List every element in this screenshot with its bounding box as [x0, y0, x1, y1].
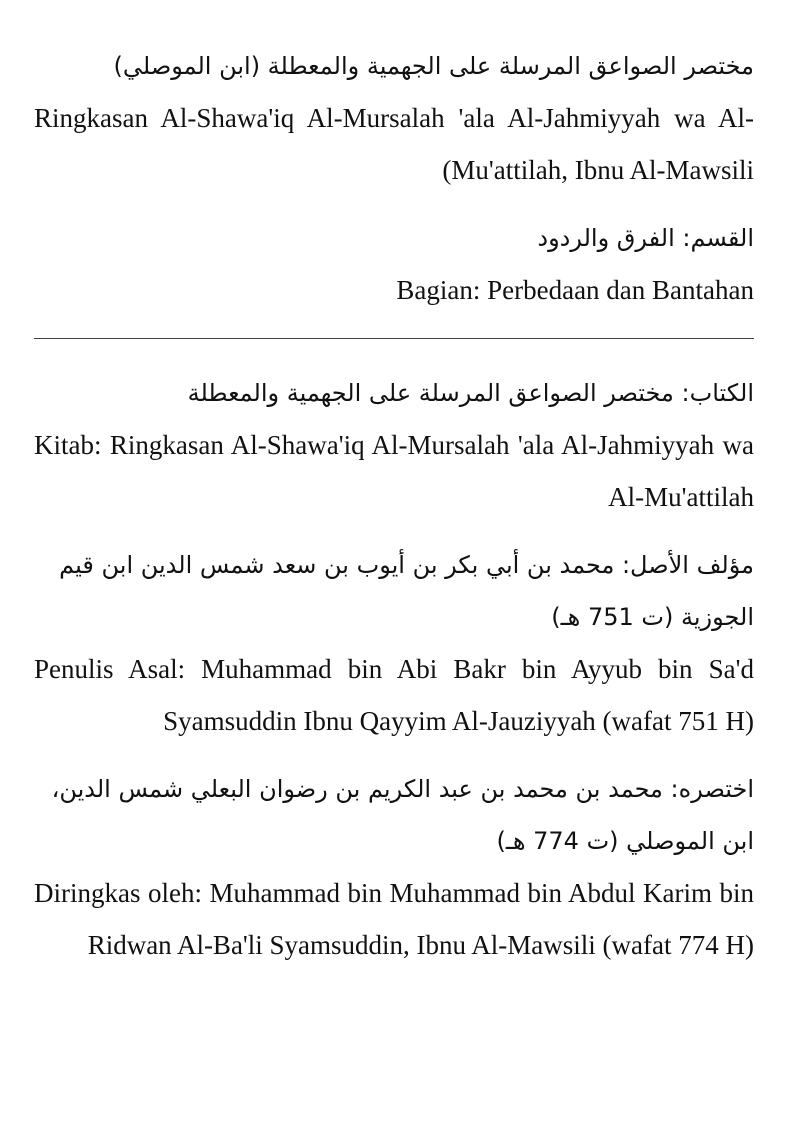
book-arabic: الكتاب: مختصر الصواعق المرسلة على الجهمية والمعطلة — [187, 379, 754, 407]
title-arabic: مختصر الصواعق المرسلة على الجهمية والمعطلة (ابن الموصلي) — [113, 52, 754, 80]
author-arabic: مؤلف الأصل: محمد بن أبي بكر بن أيوب بن سعد شمس الدين ابن قيم الجوزية (ت 751 هـ) — [59, 551, 754, 631]
title-latin: Ringkasan Al-Shawa'iq Al-Mursalah 'ala Al-Jahmiyyah wa Al-Mu'attilah, Ibnu Al-Mawsili) — [34, 103, 754, 185]
abridger-block — [34, 763, 754, 971]
book-block — [34, 367, 754, 523]
divider — [34, 338, 754, 339]
header-block — [34, 40, 754, 196]
author-latin: Penulis Asal: Muhammad bin Abi Bakr bin Ayyub bin Sa'd Syamsuddin Ibnu Qayyim Al-Jauziyyah (wafat 751 H) — [34, 654, 754, 736]
section-block — [34, 212, 754, 316]
section-latin: Bagian: Perbedaan dan Bantahan — [396, 275, 754, 305]
document-page — [34, 40, 754, 971]
abridger-arabic: اختصره: محمد بن محمد بن عبد الكريم بن رضوان البعلي شمس الدين، ابن الموصلي (ت 774 هـ) — [51, 775, 754, 855]
abridger-latin: Diringkas oleh: Muhammad bin Muhammad bin Abdul Karim bin Ridwan Al-Ba'li Syamsuddin, Ibnu Al-Mawsili (wafat 774 H) — [34, 878, 754, 960]
author-block — [34, 539, 754, 747]
book-latin: Kitab: Ringkasan Al-Shawa'iq Al-Mursalah 'ala Al-Jahmiyyah wa Al-Mu'attilah — [34, 430, 754, 512]
section-arabic: القسم: الفرق والردود — [537, 224, 754, 252]
